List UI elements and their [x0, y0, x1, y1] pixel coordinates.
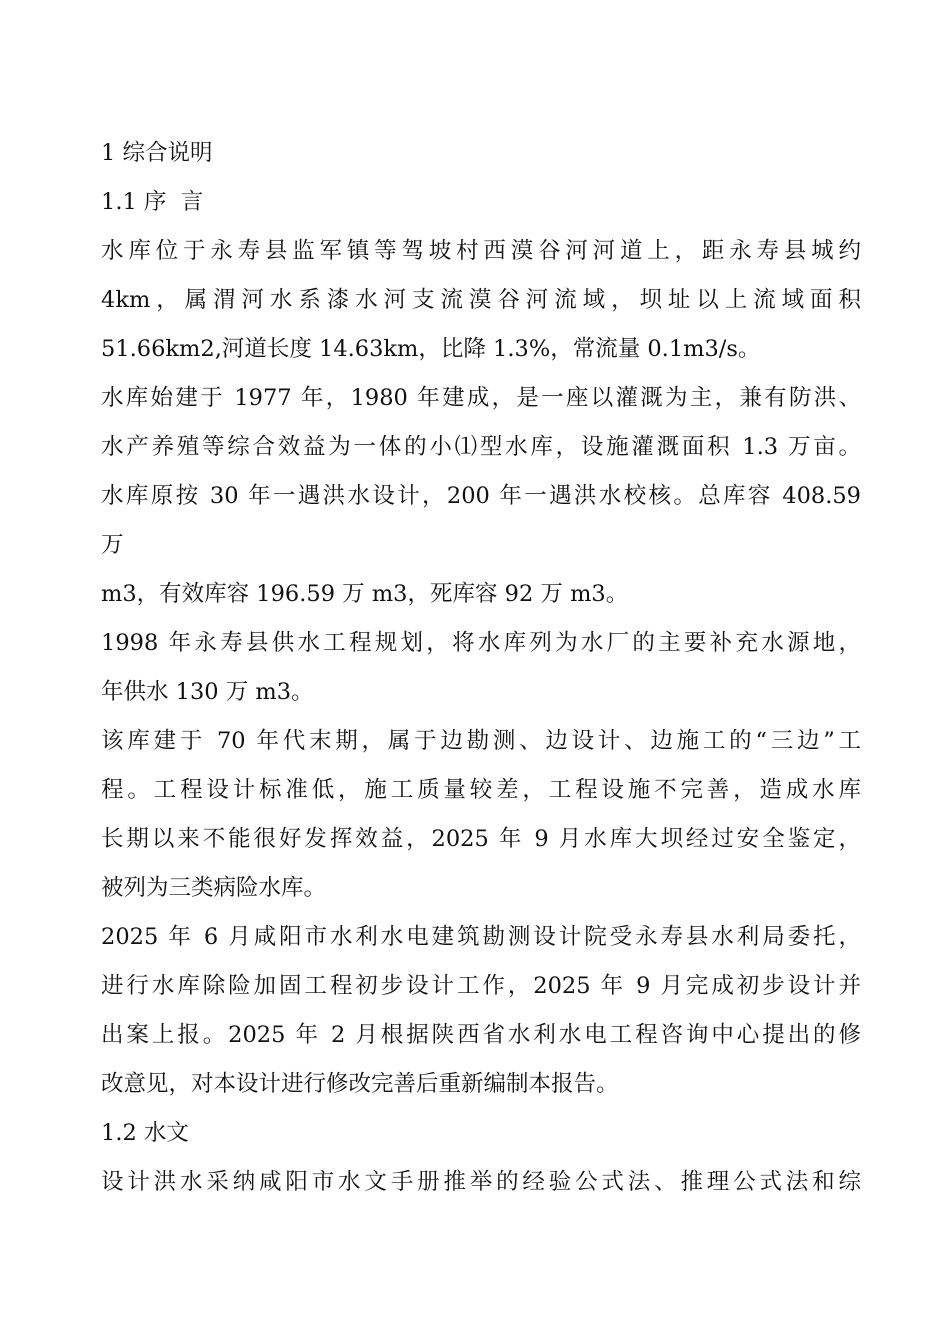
paragraph-line: 设计洪水采纳咸阳市水文手册推举的经验公式法、推理公式法和综 [101, 1169, 861, 1195]
paragraph-line: m3，有效库容 196.59 万 m3，死库容 92 万 m3。 [101, 581, 629, 607]
paragraph-line: 水库位于永寿县监军镇等驾坡村西漠谷河河道上，距永寿县城约 [101, 238, 861, 264]
paragraph-line: 水库始建于 1977 年，1980 年建成，是一座以灌溉为主，兼有防洪、 [101, 385, 861, 411]
paragraph-line: 4km，属渭河水系漆水河支流漠谷河流域，坝址以上流域面积 [101, 287, 861, 313]
paragraph-line: 水库原按 30 年一遇洪水设计，200 年一遇洪水校核。总库容 408.59 [101, 483, 861, 509]
paragraph-line: 程。工程设计标准低，施工质量较差，工程设施不完善，造成水库 [101, 777, 861, 803]
paragraph-line: 1998 年永寿县供水工程规划，将水库列为水厂的主要补充水源地， [101, 630, 861, 656]
paragraph-line: 水产养殖等综合效益为一体的小⑴型水库，设施灌溉面积 1.3 万亩。 [101, 434, 861, 460]
section-heading-1-1: 1.1 序 言 [101, 189, 204, 215]
paragraph-line: 被列为三类病险水库。 [101, 875, 327, 901]
paragraph-line: 年供水 130 万 m3。 [101, 679, 314, 705]
paragraph-line: 2025 年 6 月咸阳市水利水电建筑勘测设计院受永寿县水利局委托， [101, 924, 861, 950]
paragraph-line: 该库建于 70 年代末期，属于边勘测、边设计、边施工的“三边”工 [101, 728, 861, 754]
paragraph-line: 改意见，对本设计进行修改完善后重新编制本报告。 [101, 1071, 619, 1097]
paragraph-line: 进行水库除险加固工程初步设计工作，2025 年 9 月完成初步设计并 [101, 973, 861, 999]
paragraph-line: 长期以来不能很好发挥效益，2025 年 9 月水库大坝经过安全鉴定， [101, 826, 861, 852]
section-heading-1: 1 综合说明 [101, 140, 213, 166]
section-heading-1-2: 1.2 水文 [101, 1120, 189, 1146]
paragraph-line: 出案上报。2025 年 2 月根据陕西省水利水电工程咨询中心提出的修 [101, 1022, 861, 1048]
paragraph-line: 51.66km2,河道长度 14.63km，比降 1.3%，常流量 0.1m3/s。 [101, 336, 761, 362]
paragraph-line: 万 [101, 532, 124, 558]
document-body [101, 129, 861, 1207]
